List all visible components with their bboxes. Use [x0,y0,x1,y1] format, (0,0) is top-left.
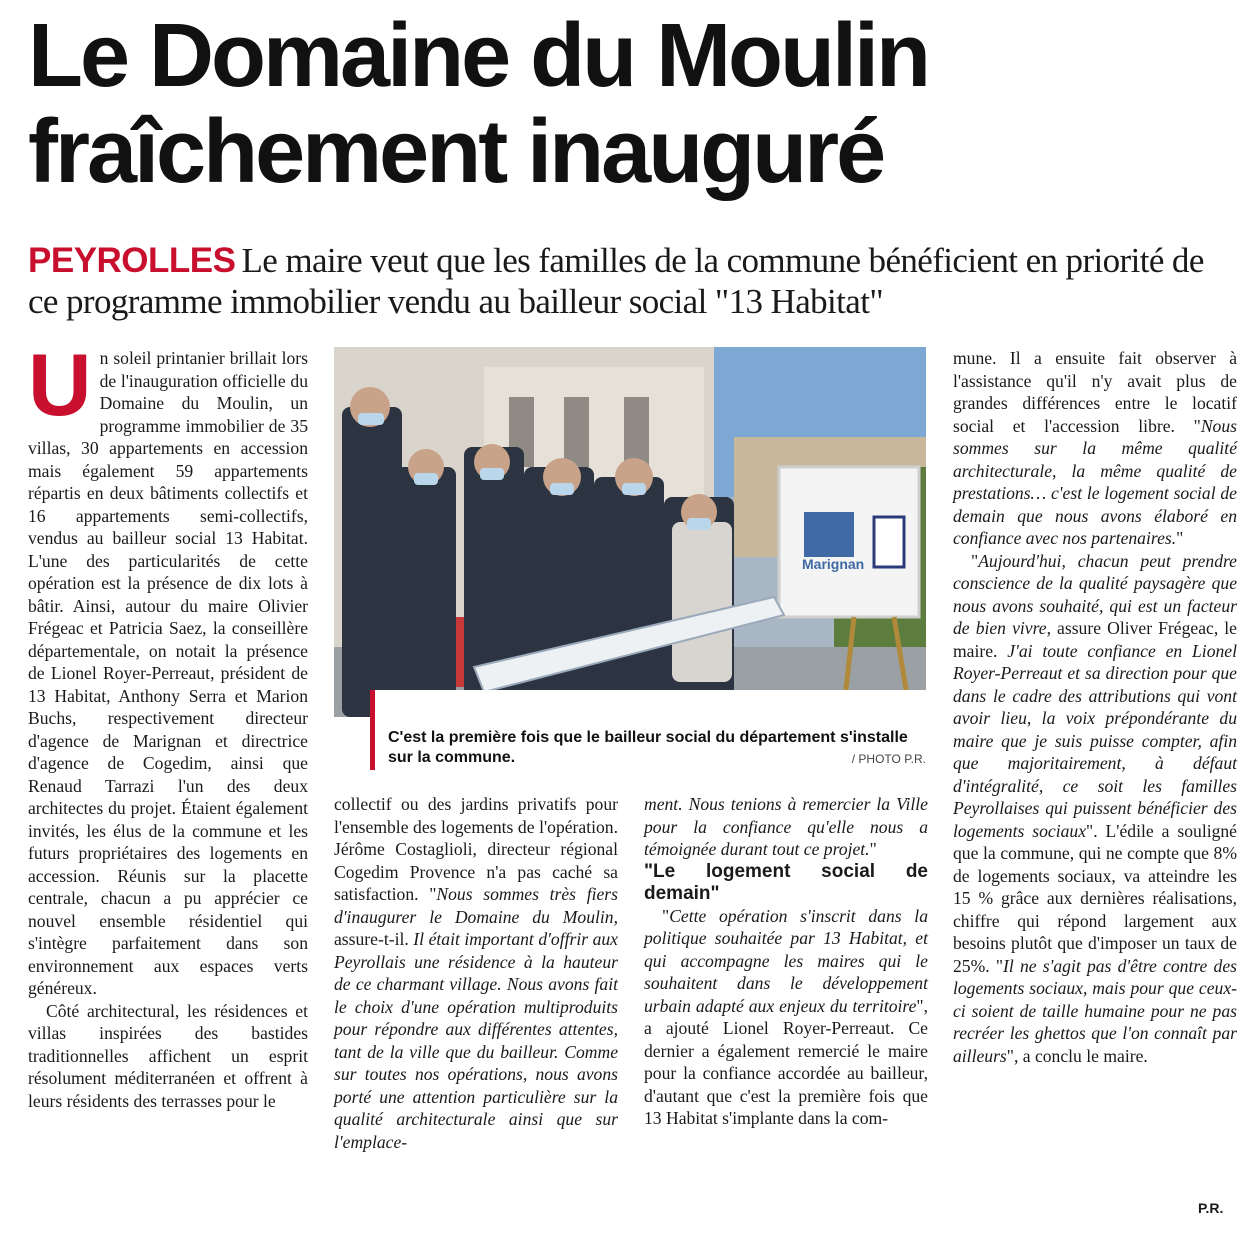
text-run: ", a conclu le maire. [1006,1045,1148,1066]
text-run: ", a ajouté Lionel Royer-Perreaut. Ce dernier a également remercié le maire pour la confiance accordée au bailleur, d'autant que c'est la première fois que 13 Habitat s'implante dans la com- [644,995,928,1128]
subheadline [28,240,1223,322]
headline [28,8,1228,200]
paragraph-13-habitat [644,905,928,1130]
quote-run: J'ai toute confiance en Lionel Royer-Perreaut et sa direction pour que dans le cadre des attributions qui vont avoir lieu, la voix prépondérante du maire que je suis puisse compter, afin que majoritairement, à défaut d'intégralité, ce soit les familles Peyrollaises qui puissent bénéficier des logements sociaux [953,640,1237,841]
text-run: " [869,839,877,859]
intertitle: "Le logement social de demain" [644,860,928,904]
location-kicker: PEYROLLES [28,241,236,280]
text-run: collectif ou des jardins privatifs pour l'ensemble des logements de l'opération. Jérôme Costaglioli, directeur régional Cogedim Provence n'a pas caché sa satisfaction. " [334,794,618,904]
inauguration-photo-illustration [334,347,926,717]
author-signature: P.R. [1198,1200,1224,1216]
paragraph-cogedim [334,793,618,1153]
text-run: mune. Il a ensuite fait observer à l'assistance qu'il n'y avait plus de grandes différences entre le locatif social et l'accession libre. " [953,348,1237,436]
text-run: ". L'édile a souligné que la commune, qui ne compte que 8% de logements sociaux, va atteindre les 15 % grâce aux dernières réalisations, chiffre qui répond largement aux besoins plutôt que d'imposer un taux de 25%. " [953,820,1237,976]
text-run: " [1176,528,1184,548]
text-run: " [971,550,979,571]
paragraph-quote-end [644,793,928,861]
quote-run: ment. Nous tenions à remercier la Ville pour la confiance qu'elle nous a témoignée durant tout ce projet. [644,794,928,859]
column-1 [28,335,308,1112]
subheadline-text: Le maire veut que les familles de la commune bénéficient en priorité de ce programme immobilier vendu au bailleur social "13 Habitat" [28,241,1204,321]
headline-line-2: fraîchement inauguré [28,102,884,202]
paragraph-architecture: Côté architectural, les résidences et villas inspirées des bastides traditionnelles affichent un esprit résolument méditerranéen et offrent à leurs résidents des terrasses pour le [28,1000,308,1111]
text-run: , assure-t-il. [334,906,618,949]
paragraph-text: n soleil printanier brillait lors de l'inauguration officielle du Domaine du Moulin, un programme immobilier de 35 villas, 30 appartements en accession mais également 59 appartements répartis en deux bâtiments collectifs et 16 appartements semi-collectifs, vendus au bailleur social 13 Habitat. L'une des particularités de cette opération est la présence de dix lots à bâtir. Ainsi, autour du maire Olivier Frégeac et Patricia Saez, la conseillère départementale, on notait la présence de Lionel Royer-Perreaut, président de 13 Habitat, Anthony Serra et Marion Buchs, respectivement directeur d'agence de Marignan et directrice d'agence de Cogedim, ainsi que Renaud Tarrazi l'un des deux architectes du projet. Étaient également invités, les élus de la commune et les futurs propriétaires des logements en accession. Réunis sur la placette centrale, chacun a pu apprécier ce nouvel ensemble résidentiel qui s'intègre parfaitement dans son environnement aux espaces verts généreux. [28,348,308,998]
quote-run: Nous sommes très fiers d'inaugurer le Domaine du Moulin [334,884,618,927]
quote-run: Cette opération s'inscrit dans la politique souhaitée par 13 Habitat, et qui accompagne les maires qui le souhaitent dans le développement urbain adapté aux enjeux du territoire [644,905,928,1016]
sign-logo-text: Marignan [802,556,865,572]
quote-run: Nous sommes sur la même qualité architecturale, la même qualité de prestations… c'est le logement social de demain que nous avons élaboré en confiance avec nos partenaires. [953,415,1237,548]
text-run: , assure Oliver Frégeac, le maire. [953,618,1237,661]
column-4 [953,347,1237,1067]
photo-credit: / PHOTO P.R. [851,752,926,766]
paragraph-mayor-2 [953,550,1237,1068]
dropcap-letter: U [28,335,92,434]
caption-accent-bar [370,690,375,770]
quote-run: Aujourd'hui, chacun peut prendre conscience de la qualité paysagère que nous avons souhaité, qui est un facteur de bien vivre [953,550,1237,638]
article-photo [334,347,926,717]
paragraph-mayor-1 [953,347,1237,550]
quote-run: Il ne s'agit pas d'être contre des logements sociaux, mais pour que ceux-ci soient de taille humaine pour ne pas recréer les ghettos que l'on connaît par ailleurs [953,955,1237,1066]
text-run: " [662,905,670,926]
column-3 [644,793,928,1130]
quote-run: Il était important d'offrir aux Peyrollais une résidence à la hauteur de ce charmant village. Nous avons fait le choix d'une opération multiproduits pour répondre aux différentes attentes, tant de la ville que du bailleur. Comme sur toutes nos opérations, nous avons porté une attention particulière sur la qualité architecturale ainsi que sur l'emplace- [334,929,618,1152]
headline-line-1: Le Domaine du Moulin [28,6,928,106]
column-2 [334,793,618,1153]
photo-caption: C'est la première fois que le bailleur social du département s'installe sur la commune. [388,729,908,766]
paragraph-intro [28,335,308,1000]
